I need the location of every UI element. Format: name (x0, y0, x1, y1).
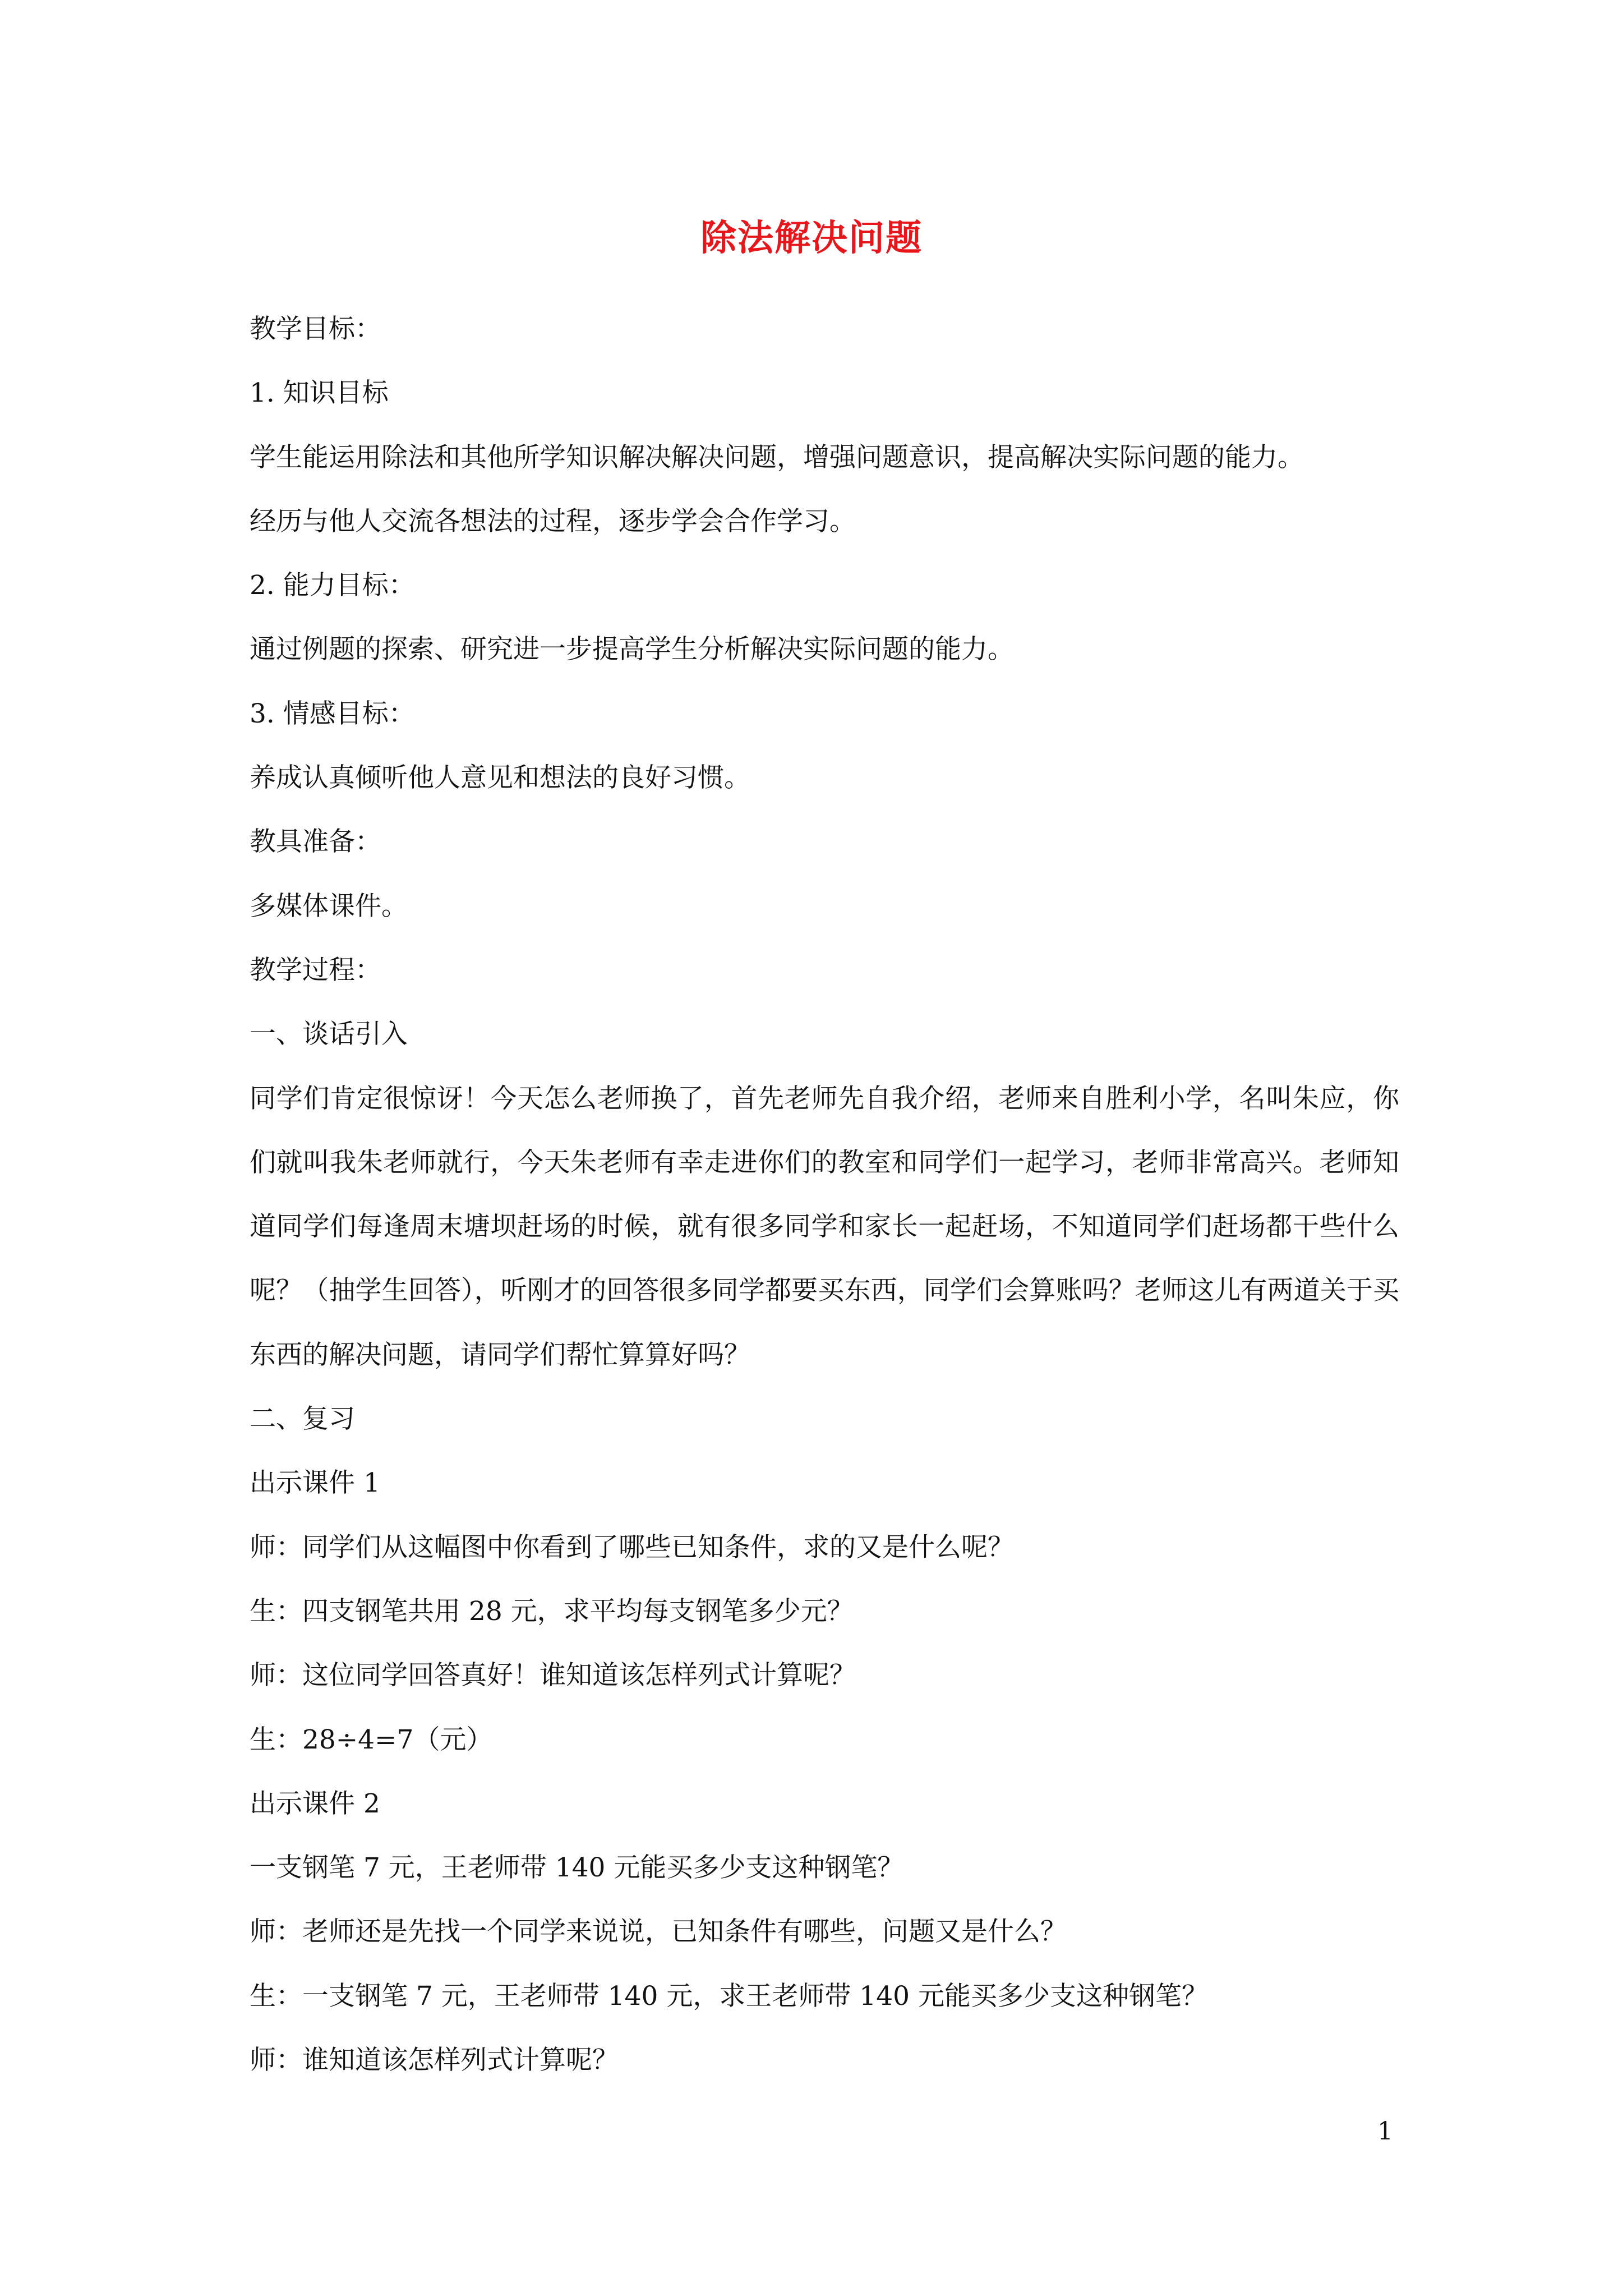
paragraph: 3. 情感目标： (250, 698, 415, 729)
paragraph: 2. 能力目标： (250, 570, 415, 601)
paragraph: 多媒体课件。 (250, 890, 408, 922)
document-title: 除法解决问题 (700, 217, 923, 259)
paragraph: 师：谁知道该怎样列式计算呢？ (250, 2045, 619, 2076)
paragraph: 师：老师还是先找一个同学来说说，已知条件有哪些，问题又是什么？ (250, 1916, 1067, 1948)
paragraph: 通过例题的探索、研究进一步提高学生分析解决实际问题的能力。 (250, 634, 1014, 665)
paragraph: 教具准备： (250, 826, 381, 858)
paragraph: 生：28÷4=7（元） (250, 1724, 493, 1755)
paragraph: 二、复习 (250, 1404, 355, 1435)
paragraph: 学生能运用除法和其他所学知识解决解决问题，增强问题意识，提高解决实际问题的能力。 (250, 441, 1304, 473)
paragraph: 生：四支钢笔共用 28 元，求平均每支钢笔多少元？ (250, 1595, 854, 1627)
paragraph: 一支钢笔 7 元，王老师带 140 元能买多少支这种钢笔？ (250, 1852, 904, 1884)
paragraph: 师：同学们从这幅图中你看到了哪些已知条件，求的又是什么呢？ (250, 1531, 1014, 1563)
paragraph: 养成认真倾听他人意见和想法的良好习惯。 (250, 762, 750, 794)
document-body (250, 297, 1399, 2092)
paragraph: 1. 知识目标 (250, 378, 389, 409)
paragraph: 生：一支钢笔 7 元，王老师带 140 元，求王老师带 140 元能买多少支这种钢笔？ (250, 1980, 1208, 2012)
page-number: 1 (1377, 2117, 1393, 2146)
paragraph: 经历与他人交流各想法的过程，逐步学会合作学习。 (250, 505, 856, 537)
paragraph: 师：这位同学回答真好！谁知道该怎样列式计算呢？ (250, 1660, 856, 1691)
paragraph: 教学目标： (250, 314, 381, 344)
paragraph: 同学们肯定很惊讶！今天怎么老师换了，首先老师先自我介绍，老师来自胜利小学，名叫朱应，你们就叫我朱老师就行，今天朱老师有幸走进你们的教室和同学们一起学习，老师非常高兴。老师知道同学们每逢周末塘坝赶场的时候，就有很多同学和家长一起赶场，不知道同学们赶场都干些什么呢？（抽学生回答），听刚才的回答很多同学都要买东西，同学们会算账吗？老师这儿有两道关于买东西的解决问题，请同学们帮忙算算好吗？ (250, 1083, 1399, 1370)
paragraph: 一、谈话引入 (250, 1019, 408, 1050)
paragraph: 出示课件 1 (250, 1467, 380, 1499)
paragraph: 出示课件 2 (250, 1788, 380, 1819)
paragraph: 教学过程： (250, 954, 381, 986)
